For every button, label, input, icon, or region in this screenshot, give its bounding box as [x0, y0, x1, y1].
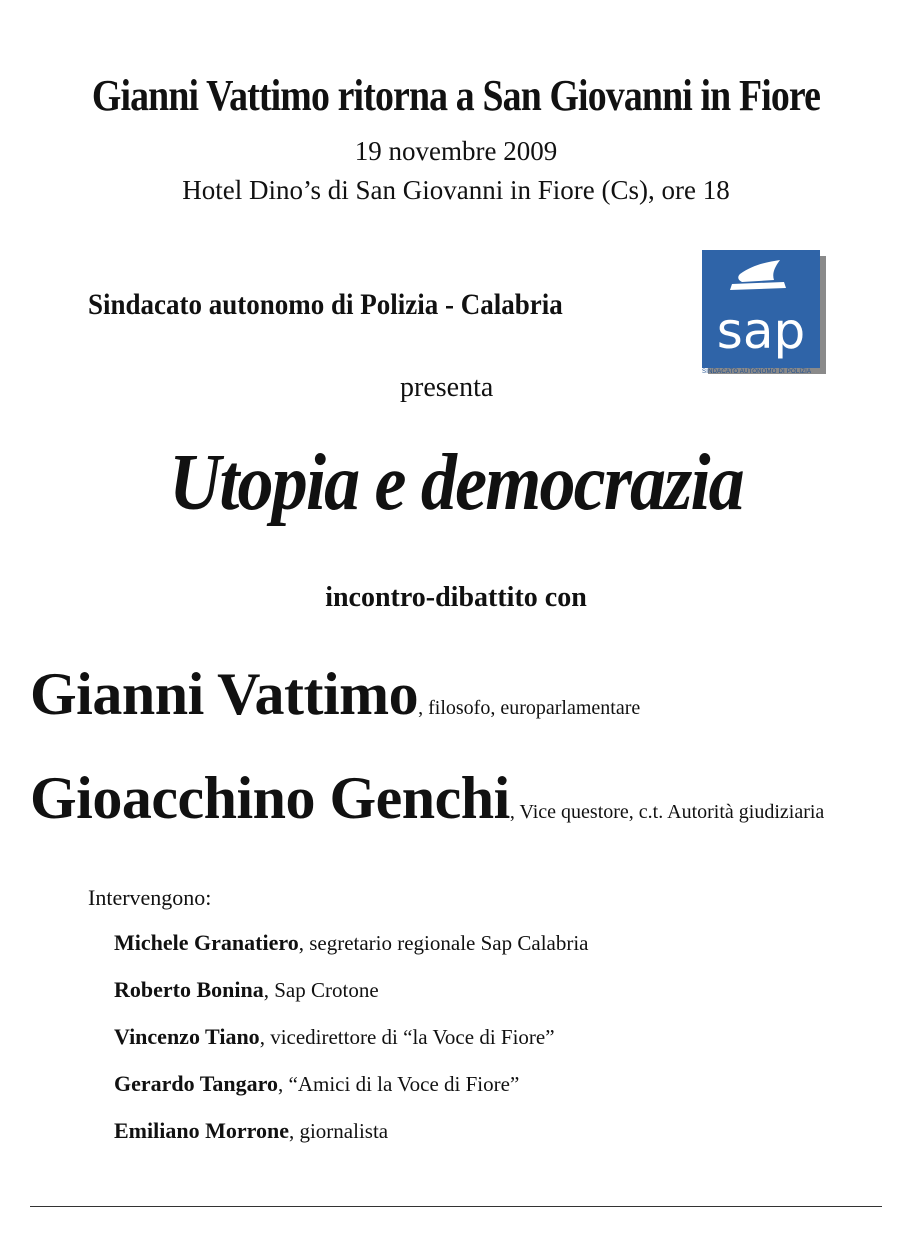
police-cap-icon — [702, 250, 820, 368]
participant-role: , Sap Crotone — [263, 978, 379, 1002]
participant-name: Emiliano Morrone — [114, 1118, 289, 1143]
list-item — [114, 930, 589, 977]
speaker-name: Gianni Vattimo — [30, 661, 419, 727]
event-title: Utopia e democrazia — [169, 439, 743, 527]
speaker-role: , filosofo, europarlamentare — [418, 697, 641, 719]
event-date: 19 novembre 2009 — [354, 136, 558, 166]
participant-name: Michele Granatiero — [114, 930, 299, 955]
participant-name: Roberto Bonina — [114, 977, 264, 1002]
sap-logo — [702, 250, 820, 375]
event-subtitle: incontro-dibattito con — [325, 582, 587, 613]
presents-label: presenta — [400, 372, 494, 403]
participants-list — [114, 930, 589, 1165]
participant-role: , segretario regionale Sap Calabria — [298, 931, 589, 955]
logo-caption: SINDACATO AUTONOMO DI POLIZIA — [702, 369, 812, 375]
bottom-divider — [30, 1206, 882, 1207]
speaker-name: Gioacchino Genchi — [30, 765, 510, 831]
list-item — [114, 1024, 589, 1071]
list-item — [114, 1071, 589, 1118]
logo-face — [702, 250, 820, 368]
organizer-name: Sindacato autonomo di Polizia - Calabria — [88, 288, 563, 321]
speaker-vattimo — [30, 660, 640, 729]
list-item — [114, 977, 589, 1024]
interventions-label: Intervengono: — [88, 885, 212, 910]
speaker-genchi — [30, 764, 824, 833]
participant-role: , vicedirettore di “la Voce di Fiore” — [259, 1025, 555, 1049]
participant-role: , “Amici di la Voce di Fiore” — [278, 1072, 520, 1096]
logo-text: sap — [716, 302, 806, 360]
event-header-title: Gianni Vattimo ritorna a San Giovanni in Fiore — [91, 71, 821, 120]
participant-role: , giornalista — [288, 1119, 389, 1143]
list-item — [114, 1118, 589, 1165]
participant-name: Gerardo Tangaro — [114, 1071, 279, 1096]
event-venue: Hotel Dino’s di San Giovanni in Fiore (Cs), ore 18 — [182, 175, 730, 205]
speaker-role: , Vice questore, c.t. Autorità giudiziaria — [509, 801, 825, 823]
participant-name: Vincenzo Tiano — [114, 1024, 260, 1049]
